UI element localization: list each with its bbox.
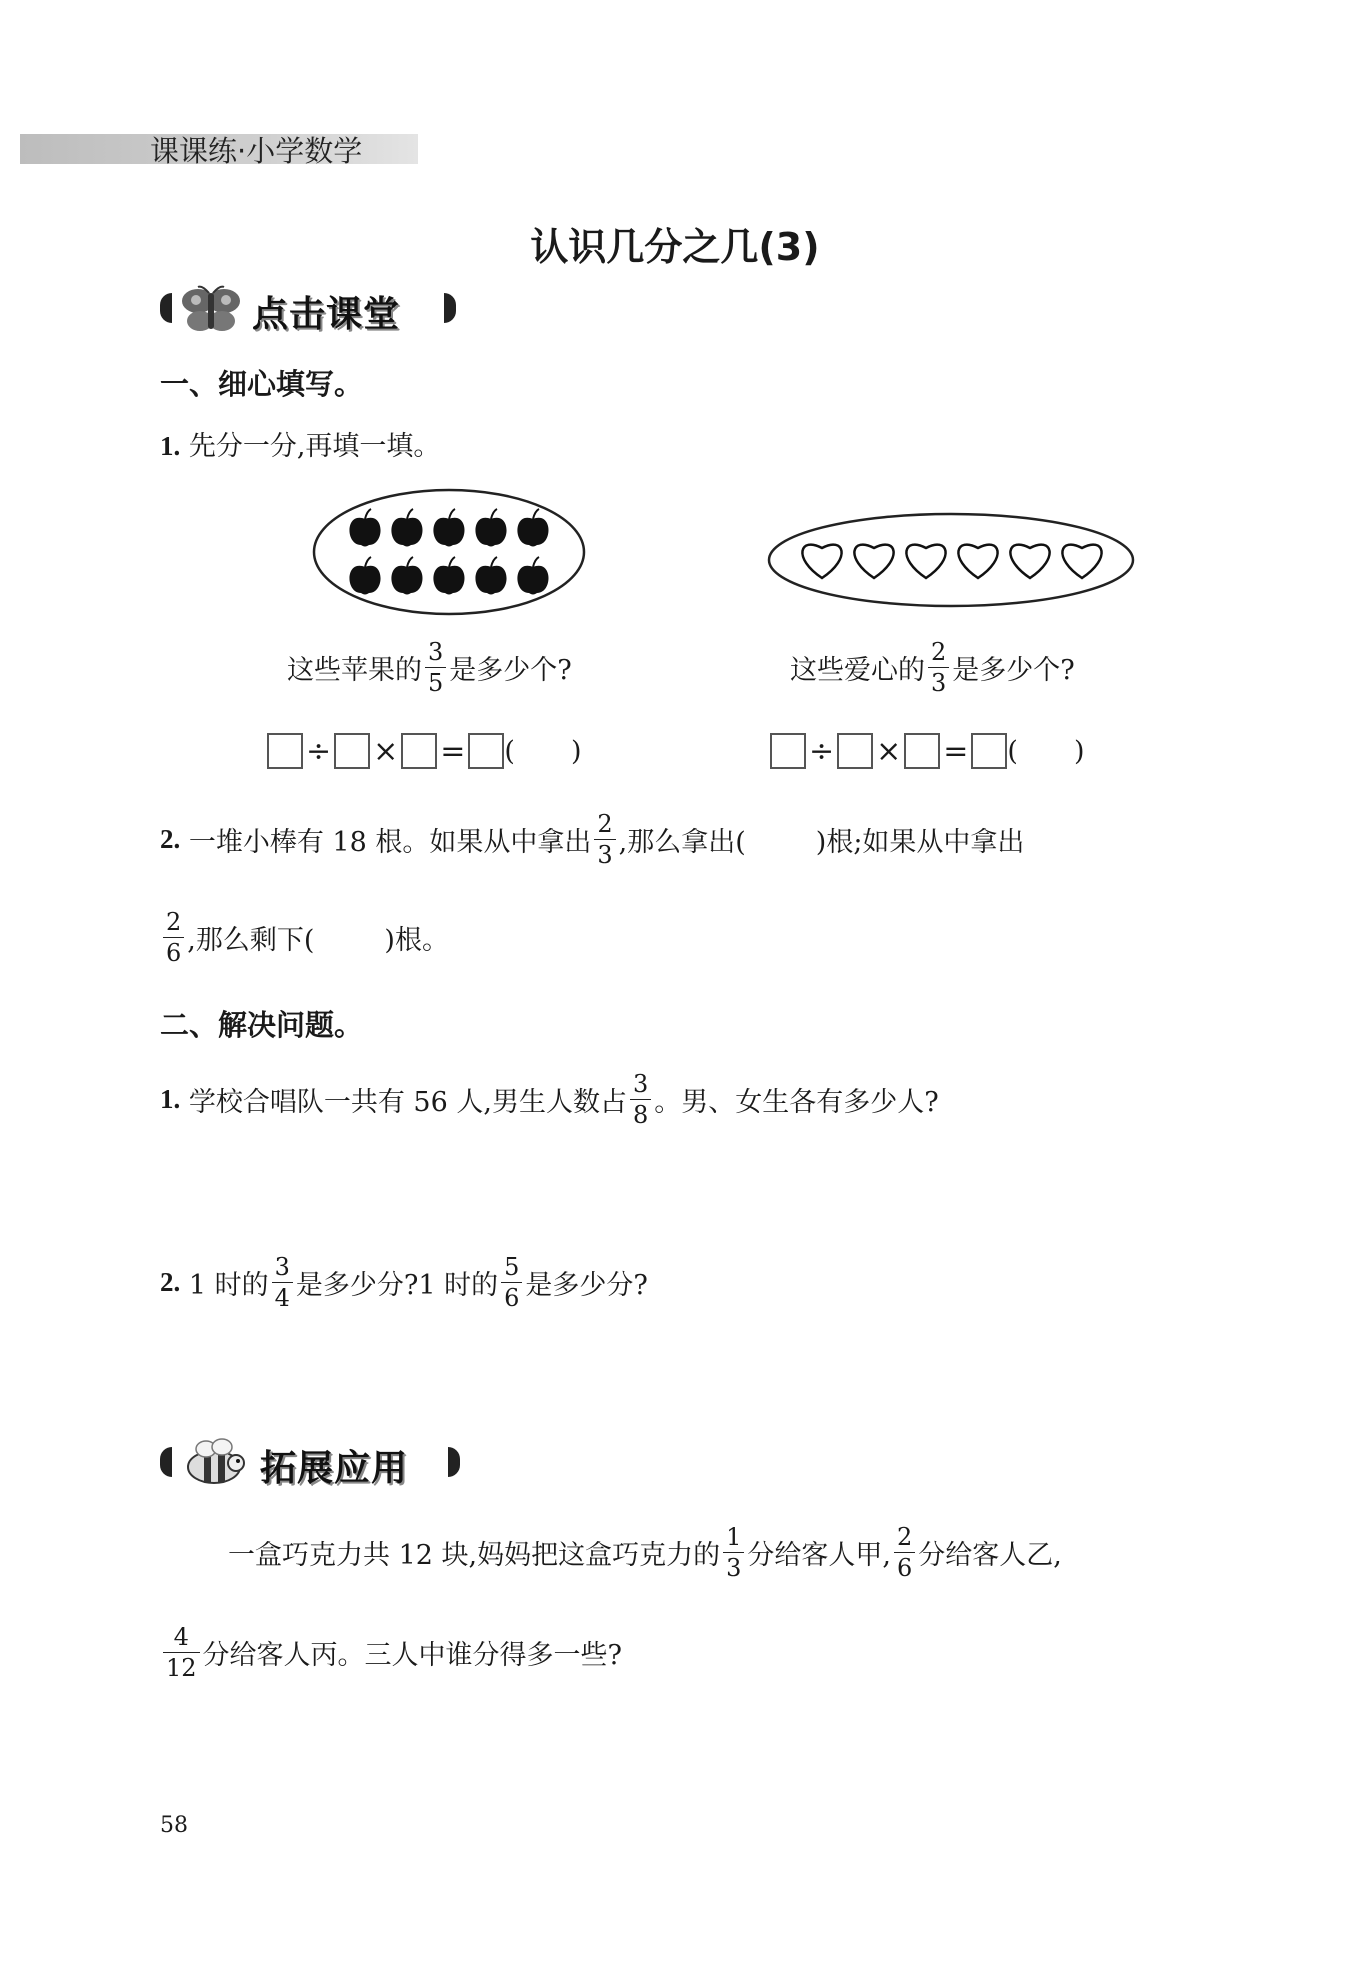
- butterfly-icon: [178, 285, 244, 333]
- answer-box[interactable]: [837, 733, 873, 769]
- p2q2-text2: 是多少分?1 时的: [295, 1270, 499, 1301]
- answer-box[interactable]: [334, 733, 370, 769]
- heart-question: [790, 640, 1075, 695]
- answer-box[interactable]: [971, 733, 1007, 769]
- banner-right-cap: [444, 293, 456, 323]
- apple-icon: [349, 557, 380, 595]
- multiply-sign: ×: [876, 733, 902, 769]
- right-paren: ): [570, 735, 582, 767]
- apple-icon: [349, 509, 380, 547]
- fraction-4-12: [163, 1625, 200, 1680]
- header-label: 课课练·小学数学: [150, 134, 363, 168]
- q2-text5: )根。: [384, 925, 449, 956]
- fraction-3-4: [272, 1255, 293, 1310]
- answer-box[interactable]: [401, 733, 437, 769]
- numerator: 3: [425, 640, 446, 668]
- hearts-oval: [766, 510, 1136, 610]
- apple-question-pre: 这些苹果的: [287, 655, 422, 686]
- p2q2-text1: 1 时的: [188, 1270, 269, 1301]
- answer-box[interactable]: [904, 733, 940, 769]
- extend-text1: 一盒巧克力共 12 块,妈妈把这盒巧克力的: [228, 1540, 721, 1571]
- fraction-3-5: [425, 640, 446, 695]
- denominator: 8: [632, 1101, 649, 1129]
- denominator: 3: [597, 841, 613, 869]
- extend-problem-line2: [160, 1625, 622, 1680]
- apple-icon: [475, 509, 506, 547]
- heart-icon: [1062, 545, 1101, 578]
- apple-icon: [517, 509, 548, 547]
- answer-box[interactable]: [770, 733, 806, 769]
- page-title: 认识几分之几(3): [530, 225, 820, 269]
- p2q1-text2: 。男、女生各有多少人?: [654, 1087, 939, 1118]
- fraction-3-8: [630, 1072, 651, 1127]
- question-2-2: [160, 1255, 648, 1310]
- heart-icon: [802, 545, 841, 578]
- question-number: 1.: [160, 431, 181, 461]
- numerator: 3: [630, 1072, 651, 1100]
- multiply-sign: ×: [373, 733, 399, 769]
- banner-tuozhan-yingyong: [160, 1437, 460, 1487]
- fraction-5-6: [501, 1255, 522, 1310]
- divide-sign: ÷: [809, 733, 835, 769]
- question-number: 1.: [160, 1084, 181, 1114]
- q2-text1: 一堆小棒有 18 根。如果从中拿出: [188, 827, 592, 858]
- fraction-2-6: [894, 1525, 915, 1580]
- question-number: 2.: [160, 824, 181, 854]
- apples-oval: [311, 487, 587, 617]
- q2-text3: )根;如果从中拿出: [815, 827, 1025, 858]
- left-paren: (: [504, 735, 515, 767]
- question-text: 先分一分,再填一填。: [188, 431, 441, 462]
- denominator: 6: [166, 939, 182, 967]
- question-2-1: [160, 1072, 939, 1127]
- heart-icon: [958, 545, 997, 578]
- apple-equation: [267, 733, 582, 769]
- equals-sign: =: [440, 733, 466, 769]
- numerator: 3: [272, 1255, 293, 1283]
- answer-box[interactable]: [468, 733, 504, 769]
- section-heading-2: 二、解决问题。: [160, 1008, 364, 1042]
- section-heading-1: 一、细心填写。: [160, 367, 364, 401]
- fraction-1-3: [723, 1525, 744, 1580]
- banner-right-cap: [448, 1447, 460, 1477]
- fraction-2-3: [928, 640, 949, 695]
- p2q1-text1: 学校合唱队一共有 56 人,男生人数占: [188, 1087, 627, 1118]
- apple-icon: [517, 557, 548, 595]
- denominator: 3: [931, 669, 947, 697]
- heart-icon: [1010, 545, 1049, 578]
- denominator: 4: [274, 1284, 290, 1312]
- heart-question-post: 是多少个?: [952, 655, 1075, 686]
- apple-icon: [391, 509, 422, 547]
- banner-dianji-ketang: [160, 283, 456, 333]
- numerator: 2: [928, 640, 949, 668]
- banner-left-cap: [160, 1447, 172, 1477]
- apple-question-post: 是多少个?: [449, 655, 572, 686]
- denominator: 12: [166, 1654, 197, 1682]
- question-number: 2.: [160, 1267, 181, 1297]
- apple-icon: [433, 509, 464, 547]
- denominator: 5: [428, 669, 444, 697]
- banner-label: 拓展应用: [260, 1448, 409, 1489]
- heart-icon: [854, 545, 893, 578]
- heart-equation: [770, 733, 1085, 769]
- numerator: 5: [501, 1255, 522, 1283]
- fraction-2-6: [163, 910, 184, 965]
- numerator: 1: [723, 1525, 744, 1553]
- page-number: 58: [160, 1813, 188, 1838]
- denominator: 6: [504, 1284, 520, 1312]
- heart-group: [802, 545, 1101, 578]
- equals-sign: =: [943, 733, 969, 769]
- apple-icon: [391, 557, 422, 595]
- numerator: 2: [163, 910, 184, 938]
- left-paren: (: [1007, 735, 1018, 767]
- fraction-2-3: [594, 812, 615, 867]
- answer-box[interactable]: [267, 733, 303, 769]
- banner-label: 点击课堂: [252, 294, 401, 335]
- apple-group: [349, 509, 548, 595]
- q2-text4: ,那么剩下(: [187, 925, 315, 956]
- divide-sign: ÷: [306, 733, 332, 769]
- extend-text3: 分给客人乙,: [918, 1540, 1062, 1571]
- extend-text4: 分给客人丙。三人中谁分得多一些?: [202, 1640, 623, 1671]
- q2-text2: ,那么拿出(: [618, 827, 746, 858]
- numerator: 4: [163, 1625, 200, 1653]
- question-1-2-cont: [160, 910, 449, 965]
- question-1-2: [160, 812, 1024, 867]
- extend-problem-line1: [228, 1525, 1062, 1580]
- numerator: 2: [594, 812, 615, 840]
- extend-text2: 分给客人甲,: [747, 1540, 891, 1571]
- p2q2-text3: 是多少分?: [525, 1270, 648, 1301]
- denominator: 3: [726, 1554, 742, 1582]
- apple-question: [287, 640, 572, 695]
- heart-question-pre: 这些爱心的: [790, 655, 925, 686]
- numerator: 2: [894, 1525, 915, 1553]
- apple-icon: [475, 557, 506, 595]
- heart-icon: [906, 545, 945, 578]
- question-1-1: [160, 424, 440, 463]
- banner-left-cap: [160, 293, 172, 323]
- denominator: 6: [896, 1554, 913, 1582]
- bee-icon: [176, 1437, 256, 1487]
- right-paren: ): [1073, 735, 1085, 767]
- apple-icon: [433, 557, 464, 595]
